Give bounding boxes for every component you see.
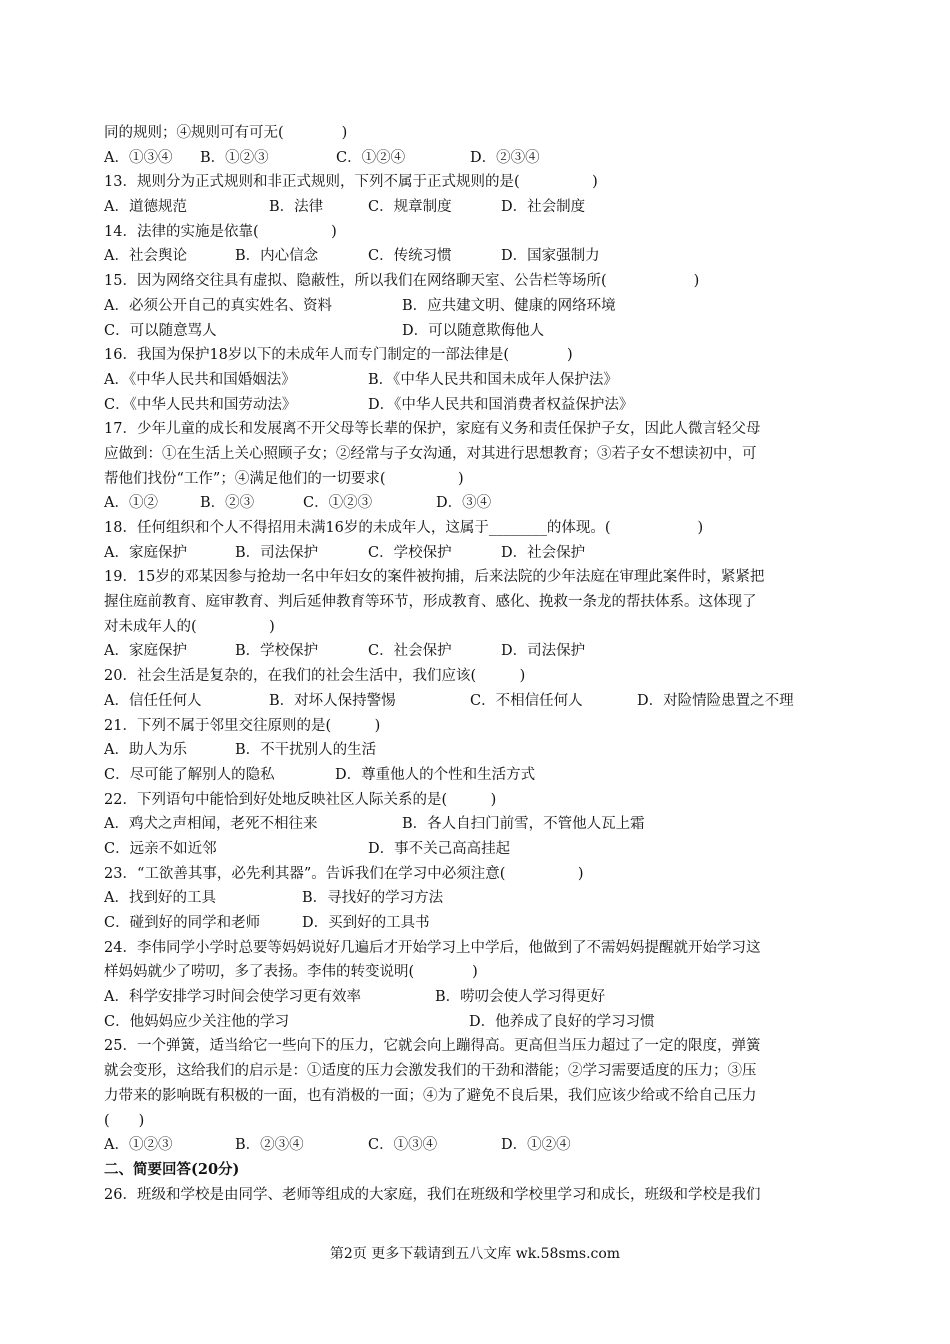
answer-option: D．②③④ xyxy=(470,149,540,166)
answer-option: B．对坏人保持警惕 xyxy=(269,692,396,709)
answer-option: B．应共建文明、健康的网络环境 xyxy=(402,297,616,314)
answer-option: B．各人自扫门前雪，不管他人瓦上霜 xyxy=(402,816,645,833)
answer-option: A．鸡犬之声相闻，老死不相往来 xyxy=(104,816,318,833)
text-line xyxy=(104,788,864,813)
answer-option: A．家庭保护 xyxy=(104,643,187,660)
line-text: 样妈妈就少了唠叨，多了表扬。李伟的转变说明( ) xyxy=(104,964,478,981)
line-text: 24．李伟同学小学时总要等妈妈说好几遍后才开始学习上中学后，他做到了不需妈妈提醒就开始学习这 xyxy=(104,939,761,956)
line-text: 力带来的影响既有积极的一面，也有消极的一面；④为了避免不良后果，我们应该少给或不给自己压力 xyxy=(104,1087,757,1104)
answer-option: C．学校保护 xyxy=(368,544,452,561)
line-text: 19．15岁的邓某因参与抢劫一名中年妇女的案件被拘捕，后来法院的少年法庭在审理此案件时，紧紧把 xyxy=(104,569,765,586)
line-text: 21．下列不属于邻里交往原则的是( ) xyxy=(104,717,381,734)
line-text: 同的规则；④规则可有可无( ) xyxy=(104,125,348,141)
text-line xyxy=(104,269,864,294)
text-line xyxy=(104,1183,864,1208)
options-line xyxy=(104,985,864,1010)
page-footer: 第2页 更多下载请到五八文库 wk.58sms.com xyxy=(329,1246,621,1262)
answer-option: D．①②④ xyxy=(501,1137,571,1154)
answer-option: D．对险情险患置之不理 xyxy=(637,692,794,709)
options-line xyxy=(104,368,864,393)
answer-option: C．他妈妈应少关注他的学习 xyxy=(104,1013,290,1030)
text-line xyxy=(104,220,864,245)
answer-option: B．司法保护 xyxy=(235,544,319,561)
text-line xyxy=(104,467,864,492)
options-line xyxy=(104,689,864,714)
line-text: 20．社会生活是复杂的，在我们的社会生活中，我们应该( ) xyxy=(104,668,526,685)
text-line xyxy=(104,664,864,689)
answer-option: A．社会舆论 xyxy=(104,248,187,265)
answer-option: D．③④ xyxy=(436,495,492,512)
text-line xyxy=(104,615,864,640)
text-line xyxy=(104,121,864,146)
answer-option: C．①②④ xyxy=(336,149,406,166)
line-text: 应做到：①在生活上关心照顾子女；②经常与子女沟通，对其进行思想教育；③若子女不想读初中，可 xyxy=(104,445,757,462)
line-text: 18．任何组织和个人不得招用未满16岁的未成年人，这属于________的体现。( ) xyxy=(104,520,704,536)
text-line xyxy=(104,1059,864,1084)
answer-option: D．他养成了良好的学习习惯 xyxy=(469,1013,655,1030)
section-heading xyxy=(104,1158,864,1183)
answer-option: A．道德规范 xyxy=(104,199,187,216)
options-line xyxy=(104,393,864,418)
text-line xyxy=(104,590,864,615)
options-line xyxy=(104,812,864,837)
line-text: 25．一个弹簧，适当给它一些向下的压力，它就会向上蹦得高。更高但当压力超过了一定的限度，弹簧 xyxy=(104,1038,761,1055)
options-line xyxy=(104,294,864,319)
answer-option: D．可以随意欺侮他人 xyxy=(402,322,545,339)
answer-option: A．①③④ xyxy=(104,149,173,166)
answer-option: A．助人为乐 xyxy=(104,742,187,759)
options-line xyxy=(104,763,864,788)
line-text: 22．下列语句中能恰到好处地反映社区人际关系的是( ) xyxy=(104,791,497,808)
text-line xyxy=(104,565,864,590)
answer-option: C．可以随意骂人 xyxy=(104,322,217,339)
answer-option: C．尽可能了解别人的隐私 xyxy=(104,766,275,783)
text-line xyxy=(104,936,864,961)
answer-option: C．远亲不如近邻 xyxy=(104,840,217,857)
line-text: 16．我国为保护18岁以下的未成年人而专门制定的一部法律是( ) xyxy=(104,347,573,364)
answer-option: A．家庭保护 xyxy=(104,544,187,561)
line-text: 就会变形，这给我们的启示是：①适度的压力会激发我们的干劲和潜能；②学习需要适度的压力；③压 xyxy=(104,1063,757,1080)
answer-option: C．①②③ xyxy=(303,495,373,512)
text-line xyxy=(104,170,864,195)
answer-option: C．《中华人民共和国劳动法》 xyxy=(104,396,297,413)
options-line xyxy=(104,244,864,269)
text-line xyxy=(104,862,864,887)
text-line xyxy=(104,442,864,467)
answer-option: A．科学安排学习时间会使学习更有效率 xyxy=(104,989,361,1006)
options-line xyxy=(104,639,864,664)
answer-option: B．①②③ xyxy=(200,149,269,166)
answer-option: A．①② xyxy=(104,495,158,512)
line-text: 15．因为网络交往具有虚拟、隐蔽性，所以我们在网络聊天室、公告栏等场所( ) xyxy=(104,273,700,290)
options-line xyxy=(104,146,864,171)
line-text: ( ) xyxy=(104,1112,145,1129)
answer-option: B．法律 xyxy=(269,199,324,216)
line-text: 对未成年人的( ) xyxy=(104,618,275,635)
answer-option: B．不干扰别人的生活 xyxy=(235,742,377,759)
answer-option: D．国家强制力 xyxy=(501,248,600,265)
answer-option: D．买到好的工具书 xyxy=(302,915,430,931)
answer-option: B．唠叨会使人学习得更好 xyxy=(435,989,606,1006)
answer-option: C．不相信任何人 xyxy=(470,692,583,709)
answer-option: D．司法保护 xyxy=(501,643,586,660)
answer-option: A．①②③ xyxy=(104,1137,173,1154)
answer-option: B．内心信念 xyxy=(235,248,319,265)
line-text: 23．“工欲善其事，必先利其器”。告诉我们在学习中必须注意( ) xyxy=(104,865,584,882)
answer-option: B．寻找好的学习方法 xyxy=(302,890,444,907)
options-line xyxy=(104,319,864,344)
options-line xyxy=(104,1010,864,1035)
answer-option: C．规章制度 xyxy=(368,199,452,216)
options-line xyxy=(104,738,864,763)
answer-option: B．《中华人民共和国未成年人保护法》 xyxy=(368,371,618,388)
text-line xyxy=(104,1034,864,1059)
document-body xyxy=(104,121,864,1207)
text-line xyxy=(104,516,864,541)
answer-option: A．《中华人民共和国婚姻法》 xyxy=(104,371,296,388)
answer-option: D．社会制度 xyxy=(501,199,586,216)
options-line xyxy=(104,491,864,516)
line-text: 帮他们找份“工作”；④满足他们的一切要求( ) xyxy=(104,470,464,487)
line-text: 13．规则分为正式规则和非正式规则，下列不属于正式规则的是( ) xyxy=(104,174,598,191)
options-line xyxy=(104,1133,864,1158)
answer-option: D．社会保护 xyxy=(501,544,586,561)
options-line xyxy=(104,195,864,220)
answer-option: A．找到好的工具 xyxy=(104,890,216,907)
text-line xyxy=(104,417,864,442)
answer-option: C．①③④ xyxy=(368,1137,438,1154)
text-line xyxy=(104,343,864,368)
line-text: 17．少年儿童的成长和发展离不开父母等长辈的保护，家庭有义务和责任保护子女，因此人微言轻父母 xyxy=(104,421,761,438)
options-line xyxy=(104,911,864,936)
line-text: 握住庭前教育、庭审教育、判后延伸教育等环节，形成教育、感化、挽救一条龙的帮扶体系。这体现了 xyxy=(104,594,757,611)
answer-option: D．《中华人民共和国消费者权益保护法》 xyxy=(368,396,634,413)
answer-option: C．社会保护 xyxy=(368,643,452,660)
answer-option: A．信任任何人 xyxy=(104,692,202,709)
text-line xyxy=(104,960,864,985)
options-line xyxy=(104,886,864,911)
answer-option: D．事不关己高高挂起 xyxy=(368,840,511,857)
text-line xyxy=(104,714,864,739)
options-line xyxy=(104,541,864,566)
text-line xyxy=(104,1084,864,1109)
answer-option: B．学校保护 xyxy=(235,643,319,660)
options-line xyxy=(104,837,864,862)
text-line xyxy=(104,1109,864,1134)
answer-option: C．传统习惯 xyxy=(368,248,452,265)
line-text: 二、简要回答(20分) xyxy=(104,1160,240,1178)
line-text: 14．法律的实施是依靠( ) xyxy=(104,223,337,240)
answer-option: A．必须公开自己的真实姓名、资料 xyxy=(104,297,332,314)
answer-option: D．尊重他人的个性和生活方式 xyxy=(335,766,536,783)
answer-option: B．②③④ xyxy=(235,1137,304,1154)
answer-option: B．②③ xyxy=(200,495,255,512)
line-text: 26．班级和学校是由同学、老师等组成的大家庭，我们在班级和学校里学习和成长，班级和学校是我们 xyxy=(104,1186,761,1203)
answer-option: C．碰到好的同学和老师 xyxy=(104,915,261,931)
